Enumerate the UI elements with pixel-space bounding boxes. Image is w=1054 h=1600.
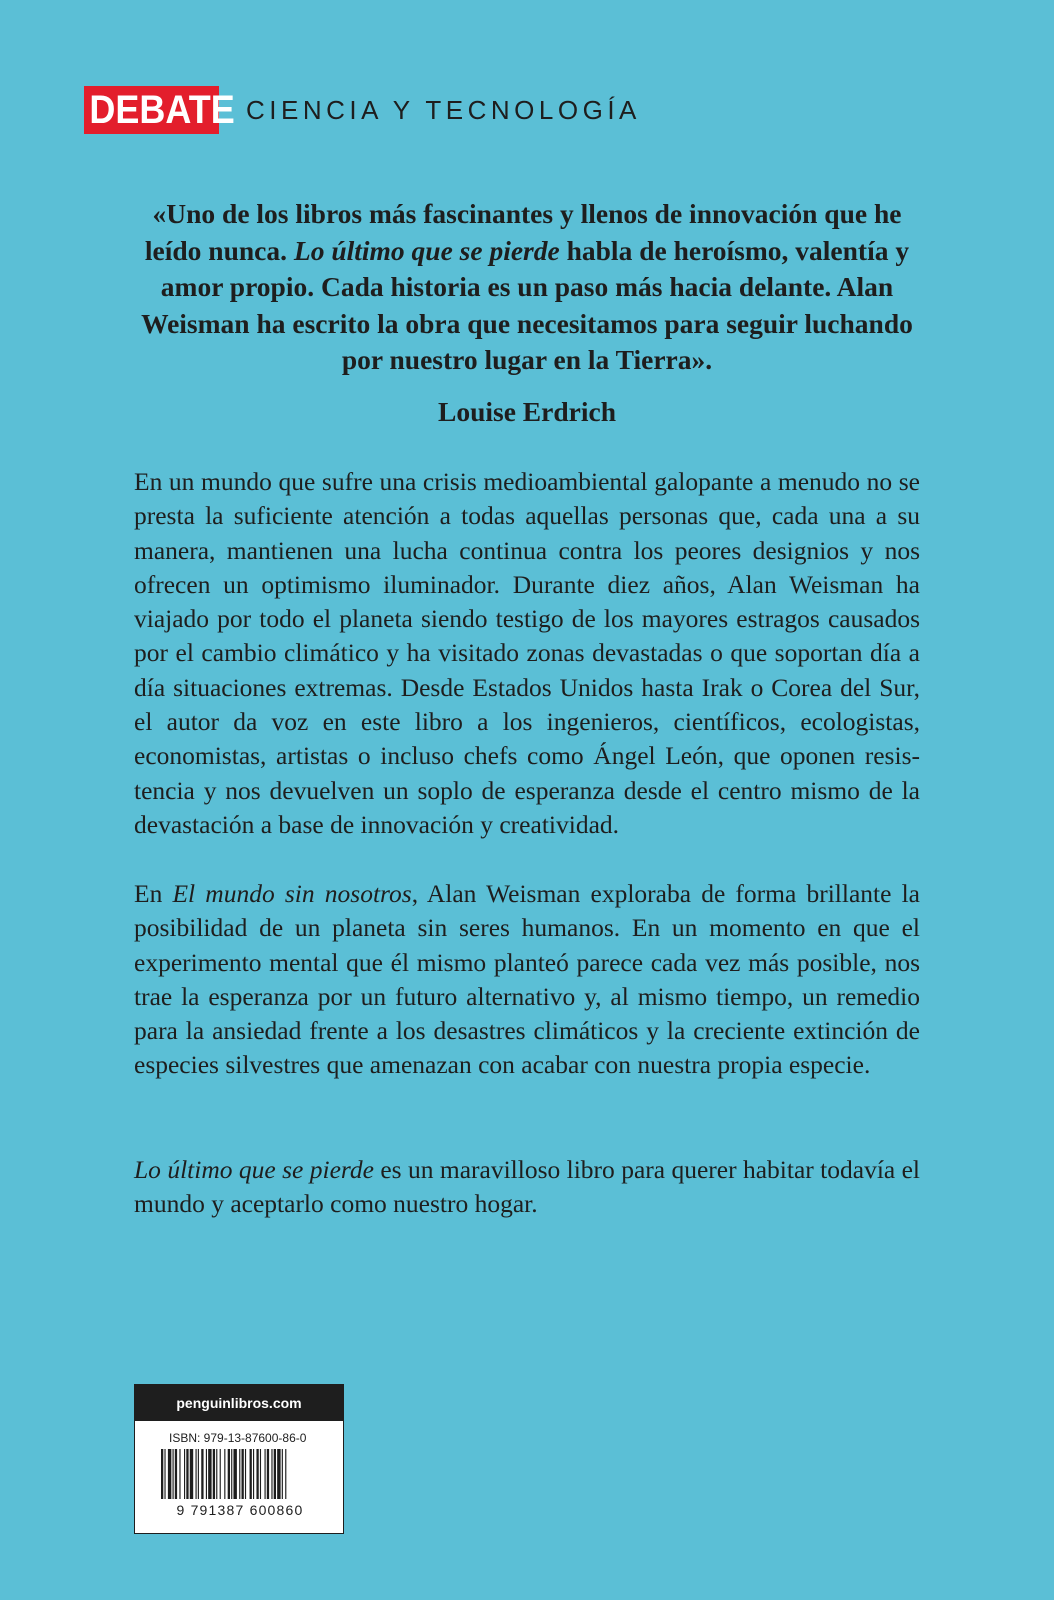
collection-label: CIENCIA Y TECNOLOGÍA — [246, 94, 641, 125]
p2-text-start: En — [134, 879, 173, 908]
barcode-bar — [231, 1449, 232, 1499]
barcode-bar — [233, 1449, 236, 1499]
p2-text-rest: , Alan Weisman exploraba de forma brillante la posibilidad de un planeta sin seres humanos. En un momento en que el experimento mental que él mismo planteó parece cada vez más posible, nos trae la esperanza por un futuro alternativo y, al mismo tiempo, un remedio para la ansiedad frente a los desastres climáticos y la creciente extinción de especies silvestres que amenazan con acabar con nuestra propia especie. — [134, 879, 920, 1080]
barcode-bar — [168, 1449, 171, 1499]
svg-text:9 791387 600860: 9 791387 600860 — [176, 1502, 304, 1518]
blurb-quote — [134, 196, 920, 379]
barcode-bar — [224, 1449, 225, 1499]
barcode-bar — [253, 1449, 254, 1499]
barcode-bar — [250, 1449, 252, 1499]
barcode-bar — [179, 1449, 180, 1499]
quote-author: Louise Erdrich — [438, 396, 616, 427]
barcode-bar — [265, 1449, 266, 1499]
barcode-bar — [198, 1449, 199, 1499]
header — [84, 86, 641, 134]
barcode-bar — [208, 1449, 211, 1499]
barcode-bar — [260, 1449, 261, 1499]
barcode-bar — [184, 1449, 185, 1499]
p2-book-title: El mundo sin nosotros — [172, 879, 412, 908]
barcode-bar — [277, 1449, 280, 1499]
barcode-box — [134, 1384, 344, 1534]
barcode-bar — [173, 1449, 174, 1499]
barcode-bar — [271, 1449, 272, 1499]
publisher-logo: DEBATE — [84, 86, 219, 134]
barcode-bar — [186, 1449, 188, 1499]
barcode-bar — [274, 1449, 276, 1499]
barcode-bar — [190, 1449, 193, 1499]
barcode-bar — [164, 1449, 165, 1499]
quote-text-2: habla de heroísmo, valentía y amor propio. Cada historia es un paso más hacia delante. Alan Weisman ha escrito la obra que necesitamos para seguir luchando por nuestro lugar en la Tierra». — [141, 234, 913, 375]
barcode-bar — [196, 1449, 197, 1499]
p3-book-title: Lo último que se pierde — [134, 1155, 374, 1184]
barcode-bar — [282, 1449, 283, 1499]
barcode-bar — [242, 1449, 244, 1499]
barcode-bar — [175, 1449, 177, 1499]
website-label: penguinlibros.com — [135, 1385, 343, 1421]
barcode-graphic — [147, 1449, 333, 1519]
barcode-bar — [228, 1449, 230, 1499]
barcode-bar — [206, 1449, 207, 1499]
barcode-bar — [220, 1449, 221, 1499]
isbn-label: ISBN: 979-13-87600-86-0 — [169, 1431, 307, 1445]
barcode-bar — [267, 1449, 269, 1499]
barcode-bar — [239, 1449, 240, 1499]
synopsis-paragraph-3 — [134, 1153, 920, 1222]
barcode-bar — [161, 1449, 163, 1499]
barcode-bar — [213, 1449, 215, 1499]
synopsis-paragraph-1: En un mundo que sufre una crisis medioambiental galopante a menudo no se presta la suficiente atención a todas aquellas personas que, cada una a su manera, mantienen una lucha continua contra los peores designios y nos ofrecen un optimismo iluminador. Durante diez años, Alan Weisman ha viajado por todo el planeta siendo testigo de los mayores estragos causados por el cambio climático y ha visitado zonas devastadas o que soportan día a día situaciones extremas. Desde Estados Unidos hasta Irak o Corea del Sur, el autor da voz en este libro a los ingenieros, científicos, ecologistas, economistas, artistas o incluso chefs como Ángel León, que oponen resistencia y nos devuelven un soplo de esperanza desde el centro mismo de la devastación a base de innovación y creatividad. — [134, 467, 920, 839]
barcode-bar — [216, 1449, 217, 1499]
barcode-bar — [256, 1449, 258, 1499]
barcode-bar — [245, 1449, 246, 1499]
p3-text-rest: es un maravilloso libro para querer habitar todavía el mundo y aceptarlo como nuestro hogar. — [134, 1155, 921, 1219]
quote-text-1: «Uno de los libros más fascinantes y llenos de innovación que he leído nunca. — [144, 198, 902, 266]
quote-book-title: Lo último que se pierde — [293, 234, 560, 266]
barcode-bar — [201, 1449, 203, 1499]
barcode-bar — [285, 1449, 286, 1499]
synopsis-paragraph-2 — [134, 877, 920, 1083]
